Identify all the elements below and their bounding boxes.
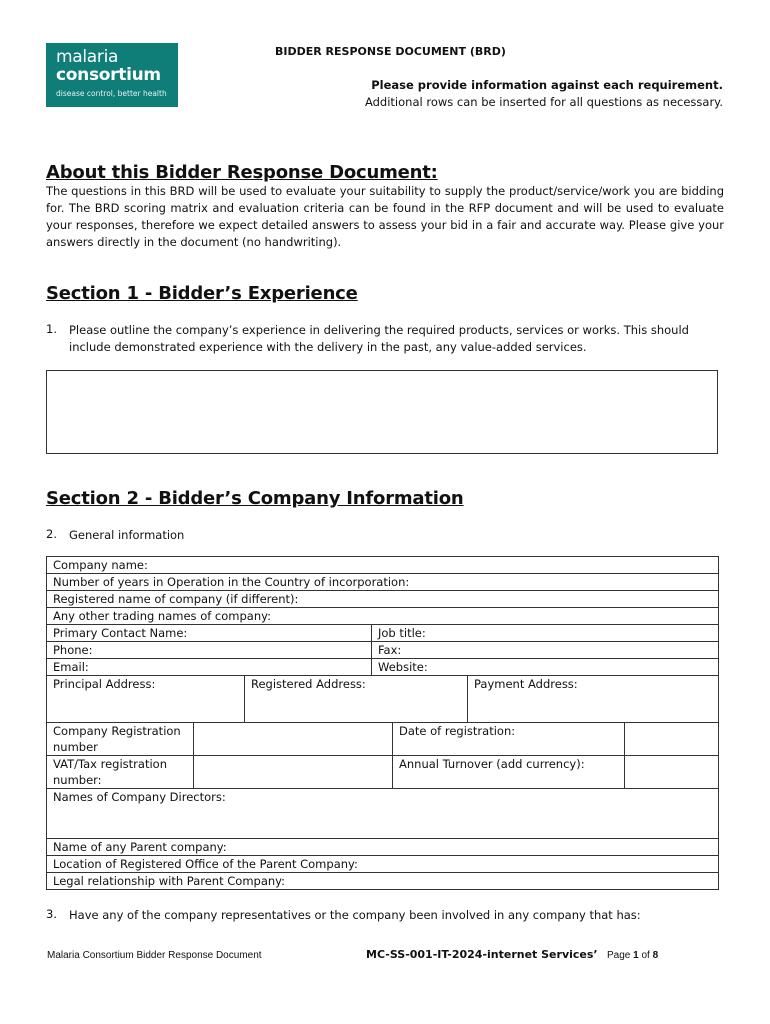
question2-number: 2. — [46, 527, 57, 541]
payment-address-field[interactable]: Payment Address: — [468, 676, 719, 723]
years-in-operation-field[interactable]: Number of years in Operation in the Country of incorporation: — [47, 574, 719, 591]
date-registration-input[interactable] — [625, 723, 719, 756]
logo-line2: consortium — [56, 65, 161, 85]
about-body: The questions in this BRD will be used to evaluate your suitability to supply the product/service/work you are bidding for. The BRD scoring matrix and evaluation criteria can be found in the RFP document and will be used to evaluate your responses, therefore we expect detailed answers to assess your bid in a fair and accurate way. Please give your answers directly in the document (no handwriting). — [46, 184, 724, 249]
job-title-field[interactable]: Job title: — [372, 625, 719, 642]
question3-text: Have any of the company representatives or the company been involved in any company that has: — [69, 908, 641, 922]
company-name-field[interactable]: Company name: — [47, 557, 719, 574]
page-total: 8 — [652, 950, 659, 961]
section2-heading: Section 2 - Bidder’s Company Information — [46, 488, 464, 509]
question3-number: 3. — [46, 907, 57, 921]
annual-turnover-input[interactable] — [625, 756, 719, 789]
document-title: BIDDER RESPONSE DOCUMENT (BRD) — [275, 45, 506, 58]
page-of: of — [641, 950, 650, 961]
parent-company-field[interactable]: Name of any Parent company: — [47, 839, 719, 856]
page-current: 1 — [633, 950, 639, 961]
phone-field[interactable]: Phone: — [47, 642, 372, 659]
instruction-bold: Please provide information against each requirement. — [371, 78, 723, 92]
trading-names-field[interactable]: Any other trading names of company: — [47, 608, 719, 625]
principal-address-field[interactable]: Principal Address: — [47, 676, 245, 723]
date-registration-label: Date of registration: — [393, 723, 625, 756]
question1-number: 1. — [46, 322, 57, 336]
registered-address-field[interactable]: Registered Address: — [245, 676, 468, 723]
footer-document-name: Malaria Consortium Bidder Response Document — [47, 950, 262, 961]
legal-relationship-field[interactable]: Legal relationship with Parent Company: — [47, 873, 719, 890]
website-field[interactable]: Website: — [372, 659, 719, 676]
logo-tagline: disease control, better health — [56, 89, 167, 98]
company-registration-input[interactable] — [194, 723, 393, 756]
experience-answer-box[interactable] — [46, 370, 718, 454]
primary-contact-field[interactable]: Primary Contact Name: — [47, 625, 372, 642]
about-heading: About this Bidder Response Document: — [46, 162, 438, 183]
instruction-text: Additional rows can be inserted for all questions as necessary. — [364, 95, 723, 109]
parent-office-location-field[interactable]: Location of Registered Office of the Parent Company: — [47, 856, 719, 873]
registered-name-field[interactable]: Registered name of company (if different): — [47, 591, 719, 608]
email-field[interactable]: Email: — [47, 659, 372, 676]
company-information-table — [46, 556, 719, 890]
question2-text: General information — [69, 528, 185, 542]
malaria-consortium-logo — [46, 43, 178, 107]
company-directors-field[interactable]: Names of Company Directors: — [47, 789, 719, 839]
vat-registration-label: VAT/Tax registration number: — [47, 756, 194, 789]
annual-turnover-label: Annual Turnover (add currency): — [393, 756, 625, 789]
section1-heading: Section 1 - Bidder’s Experience — [46, 283, 358, 304]
question1-text: Please outline the company’s experience in delivering the required products, services or works. This should include demonstrated experience with the delivery in the past, any value-added services. — [69, 323, 689, 354]
company-registration-label: Company Registration number — [47, 723, 194, 756]
footer-page-number — [607, 950, 658, 961]
page-label: Page — [607, 950, 631, 961]
fax-field[interactable]: Fax: — [372, 642, 719, 659]
vat-registration-input[interactable] — [194, 756, 393, 789]
logo-line1: malaria — [56, 47, 119, 67]
footer-reference: MC-SS-001-IT-2024-internet Services’ — [366, 948, 598, 961]
